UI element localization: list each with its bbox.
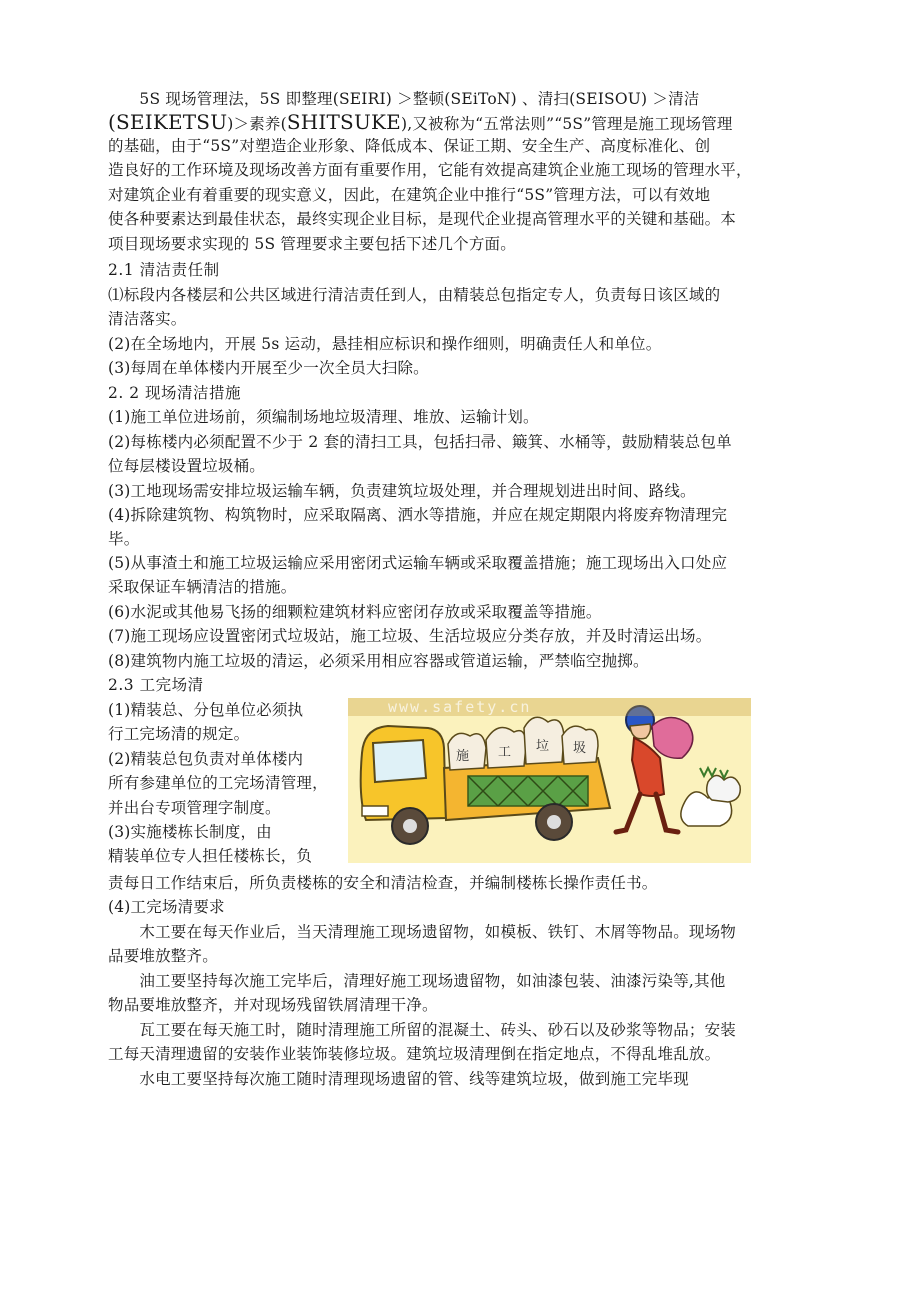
section-2-2-title: 2. 2 现场清洁措施 xyxy=(108,384,242,402)
intro-line-2-part-5: ),又被称为“五常法则”“5S”管理是施工现场管理 xyxy=(400,115,733,133)
s22-line-10: (7)施工现场应设置密闭式垃圾站，施工垃圾、生活垃圾应分类存放，并及时清运出场。 xyxy=(108,627,712,645)
s21-line-2: 清洁落实。 xyxy=(108,310,187,328)
s21-line-1: ⑴标段内各楼层和公共区域进行清洁责任到人，由精装总包指定专人，负责每日该区域的 xyxy=(108,286,721,304)
s21-line-3: (2)在全场地内，开展 5s 运动，悬挂相应标识和操作细则，明确责任人和单位。 xyxy=(108,335,662,353)
intro-line-1: 5S 现场管理法，5S 即整理(SEIRI) ＞整顿(SEiToN) 、清扫(SEISOU) ＞清洁 xyxy=(108,90,700,108)
intro-line-2-part-2: SEIKETSU xyxy=(116,111,228,134)
s22-line-4: (3)工地现场需安排垃圾运输车辆，负责建筑垃圾处理，并合理规划进出时间、路线。 xyxy=(108,482,696,500)
intro-line-3: 的基础，由于“5S”对塑造企业形象、降低成本、保证工期、安全生产、高度标准化、创 xyxy=(108,137,711,155)
s23-line-6: (3)实施楼栋长制度，由 xyxy=(108,823,272,841)
s23-line-15: 工每天清理遗留的安装作业装饰装修垃圾。建筑垃圾清理倒在指定地点，不得乱堆乱放。 xyxy=(108,1045,721,1063)
bag-label-4: 圾 xyxy=(573,741,587,756)
s22-line-8: 采取保证车辆清洁的措施。 xyxy=(108,578,297,596)
s23-line-9: (4)工完场清要求 xyxy=(108,898,225,916)
bag-label-3: 垃 xyxy=(536,739,550,754)
s23-line-13: 物品要堆放整齐，并对现场残留铁屑清理干净。 xyxy=(108,996,438,1014)
bag-label-2: 工 xyxy=(498,745,512,760)
section-2-3-title: 2.3 工完场清 xyxy=(108,676,204,694)
intro-line-6: 使各种要素达到最佳状态，最终实现企业目标，是现代企业提高管理水平的关键和基础。本 xyxy=(108,210,737,228)
s21-line-4: (3)每周在单体楼内开展至少一次全员大扫除。 xyxy=(108,359,429,377)
s22-line-1: (1)施工单位进场前，须编制场地垃圾清理、堆放、运输计划。 xyxy=(108,408,539,426)
truck-hub-front xyxy=(403,819,417,833)
s23-line-10: 木工要在每天作业后，当天清理施工现场遗留物，如模板、铁钉、木屑等物品。现场物 xyxy=(108,923,737,941)
intro-line-2-part-4: SHITSUKE xyxy=(286,111,401,134)
intro-line-2 xyxy=(108,111,784,135)
s22-line-5: (4)拆除建筑物、构筑物时，应采取隔离、洒水等措施，并应在规定期限内将废弃物清理完 xyxy=(108,506,728,524)
truck-headlight xyxy=(362,806,388,816)
illustration-watermark: www.safety.cn xyxy=(388,698,532,716)
illustration-svg xyxy=(348,698,751,863)
truck-hub-rear xyxy=(547,815,561,829)
s22-line-2: (2)每栋楼内必须配置不少于 2 套的清扫工具，包括扫帚、簸箕、水桶等，鼓励精装总包单 xyxy=(108,433,732,451)
bag-label-1: 施 xyxy=(456,749,470,764)
s23-line-12: 油工要坚持每次施工完毕后，清理好施工现场遗留物，如油漆包装、油漆污染等,其他 xyxy=(108,972,726,990)
s22-line-7: (5)从事渣土和施工垃圾运输应采用密闭式运输车辆或采取覆盖措施；施工现场出入口处应 xyxy=(108,554,728,572)
s22-line-6: 毕。 xyxy=(108,530,140,548)
s23-line-11: 品要堆放整齐。 xyxy=(108,947,218,965)
truck-window xyxy=(373,740,426,782)
ground-bag-2 xyxy=(707,775,741,802)
s22-line-11: (8)建筑物内施工垃圾的清运，必须采用相应容器或管道运输，严禁临空抛掷。 xyxy=(108,652,649,670)
s22-line-3: 位每层楼设置垃圾桶。 xyxy=(108,457,266,475)
intro-line-4: 造良好的工作环境及现场改善方面有重要作用，它能有效提高建筑企业施工现场的管理水平， xyxy=(108,161,752,179)
s23-line-4: 所有参建单位的工完场清管理， xyxy=(108,774,328,792)
s23-line-7: 精装单位专人担任楼栋长，负 xyxy=(108,847,313,865)
s23-line-16: 水电工要坚持每次施工随时清理现场遗留的管、线等建筑垃圾，做到施工完毕现 xyxy=(108,1070,689,1088)
intro-line-7: 项目现场要求实现的 5S 管理要求主要包括下述几个方面。 xyxy=(108,235,516,253)
s23-line-3: (2)精装总包负责对单体楼内 xyxy=(108,750,304,768)
intro-line-2-part-1: ( xyxy=(108,111,117,134)
s23-line-5: 并出台专项管理字制度。 xyxy=(108,799,281,817)
section-2-1-title: 2.1 清洁责任制 xyxy=(108,261,220,279)
s23-line-1: (1)精装总、分包单位必须执 xyxy=(108,701,304,719)
s22-line-9: (6)水泥或其他易飞扬的细颗粒建筑材料应密闭存放或采取覆盖等措施。 xyxy=(108,603,602,621)
truck-net xyxy=(468,776,588,806)
garbage-truck-illustration xyxy=(348,698,751,863)
s23-line-14: 瓦工要在每天施工时，随时清理施工所留的混凝土、砖头、砂石以及砂浆等物品；安装 xyxy=(108,1021,737,1039)
s23-line-2: 行工完场清的规定。 xyxy=(108,725,250,743)
s23-line-8: 责每日工作结束后，所负责楼栋的安全和清洁检查，并编制楼栋长操作责任书。 xyxy=(108,874,658,892)
intro-line-5: 对建筑企业有着重要的现实意义，因此，在建筑企业中推行“5S”管理方法，可以有效地 xyxy=(108,186,711,204)
intro-line-2-part-3: )＞素养( xyxy=(227,115,287,133)
